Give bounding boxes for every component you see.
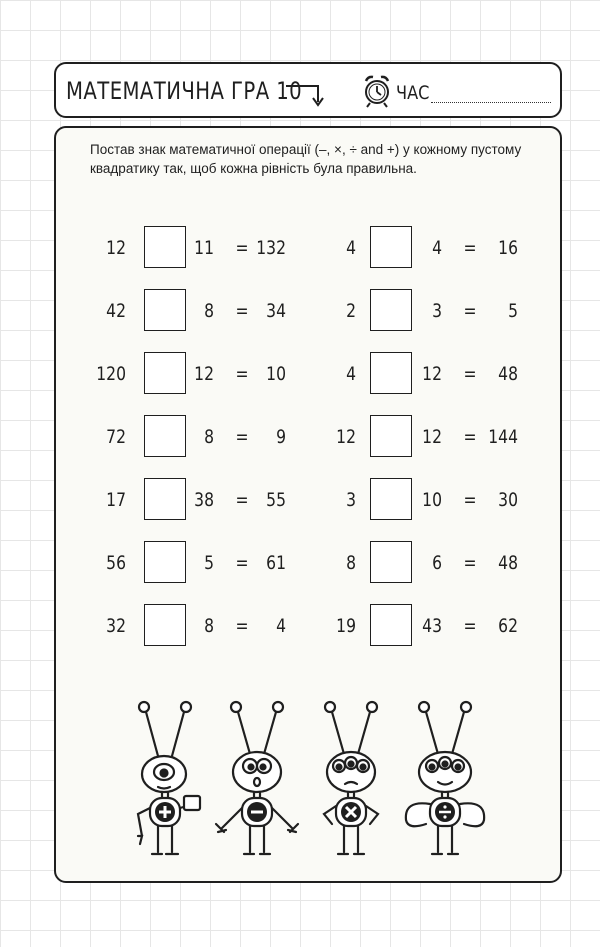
result-value: 48 <box>498 363 518 385</box>
operator-answer-box[interactable] <box>144 415 186 457</box>
equals-sign: = <box>463 615 477 637</box>
result-value: 62 <box>498 615 518 637</box>
operand-a: 3 <box>346 489 356 511</box>
operator-answer-box[interactable] <box>370 415 412 457</box>
operand-a: 17 <box>106 489 126 511</box>
equals-sign: = <box>235 489 249 511</box>
operator-answer-box[interactable] <box>144 289 186 331</box>
operator-answer-box[interactable] <box>370 541 412 583</box>
equals-sign: = <box>235 237 249 259</box>
equals-sign: = <box>235 615 249 637</box>
equals-sign: = <box>463 300 477 322</box>
equals-sign: = <box>235 363 249 385</box>
plus-character <box>128 696 210 866</box>
equals-sign: = <box>235 426 249 448</box>
puzzle-panel <box>54 126 562 883</box>
result-value: 30 <box>498 489 518 511</box>
operand-b: 12 <box>422 426 442 448</box>
result-value: 132 <box>256 237 286 259</box>
operator-answer-box[interactable] <box>144 478 186 520</box>
operand-b: 3 <box>432 300 442 322</box>
equals-sign: = <box>235 552 249 574</box>
equation-row <box>56 541 306 585</box>
operand-b: 4 <box>432 237 442 259</box>
operator-answer-box[interactable] <box>370 226 412 268</box>
operand-a: 42 <box>106 300 126 322</box>
operand-a: 4 <box>346 363 356 385</box>
result-value: 9 <box>276 426 286 448</box>
equals-sign: = <box>463 552 477 574</box>
equation-row <box>56 604 306 648</box>
equals-sign: = <box>463 489 477 511</box>
operand-b: 6 <box>432 552 442 574</box>
operand-a: 2 <box>346 300 356 322</box>
result-value: 55 <box>266 489 286 511</box>
equation-row <box>296 289 556 333</box>
multiply-character <box>312 696 392 866</box>
equation-row <box>296 478 556 522</box>
operand-a: 72 <box>106 426 126 448</box>
operator-answer-box[interactable] <box>144 541 186 583</box>
operand-b: 8 <box>204 426 214 448</box>
operand-b: 8 <box>204 615 214 637</box>
equals-sign: = <box>463 363 477 385</box>
operand-b: 38 <box>194 489 214 511</box>
operand-a: 8 <box>346 552 356 574</box>
result-value: 61 <box>266 552 286 574</box>
equals-sign: = <box>235 300 249 322</box>
time-label: ЧАС <box>396 82 430 104</box>
equation-row <box>56 415 306 459</box>
operand-b: 8 <box>204 300 214 322</box>
operand-b: 12 <box>422 363 442 385</box>
game-title: МАТЕМАТИЧНА ГРА 10 <box>66 77 303 105</box>
result-value: 16 <box>498 237 518 259</box>
equation-row <box>296 541 556 585</box>
equals-sign: = <box>463 426 477 448</box>
operand-a: 4 <box>346 237 356 259</box>
operator-answer-box[interactable] <box>144 352 186 394</box>
result-value: 5 <box>508 300 518 322</box>
equation-row <box>56 352 306 396</box>
time-input-line[interactable] <box>431 102 551 103</box>
operand-a: 32 <box>106 615 126 637</box>
minus-character <box>208 696 308 866</box>
operand-a: 120 <box>96 363 126 385</box>
equation-row <box>296 352 556 396</box>
operator-answer-box[interactable] <box>370 478 412 520</box>
equation-row <box>296 604 556 648</box>
equation-row <box>56 289 306 333</box>
divide-character <box>396 696 496 866</box>
game-header <box>54 62 562 118</box>
operand-b: 11 <box>194 237 214 259</box>
operand-b: 12 <box>194 363 214 385</box>
operand-b: 5 <box>204 552 214 574</box>
operand-a: 19 <box>336 615 356 637</box>
result-value: 34 <box>266 300 286 322</box>
operand-b: 10 <box>422 489 442 511</box>
operand-a: 56 <box>106 552 126 574</box>
equation-row <box>56 226 306 270</box>
operator-answer-box[interactable] <box>370 352 412 394</box>
operator-answer-box[interactable] <box>370 289 412 331</box>
operator-answer-box[interactable] <box>144 604 186 646</box>
operator-answer-box[interactable] <box>144 226 186 268</box>
equation-row <box>56 478 306 522</box>
result-value: 48 <box>498 552 518 574</box>
operand-a: 12 <box>336 426 356 448</box>
equation-row <box>296 415 556 459</box>
equation-row <box>296 226 556 270</box>
result-value: 10 <box>266 363 286 385</box>
equals-sign: = <box>463 237 477 259</box>
instructions-text: Постав знак математичної операції (–, ×, ÷ and +) у кожному пустому квадратику так, щоб кожна рівність була правильна. <box>90 142 522 176</box>
arrow-down-icon <box>284 78 326 108</box>
result-value: 144 <box>488 426 518 448</box>
alarm-clock-icon <box>361 72 393 108</box>
operand-b: 43 <box>422 615 442 637</box>
operand-a: 12 <box>106 237 126 259</box>
result-value: 4 <box>276 615 286 637</box>
operator-answer-box[interactable] <box>370 604 412 646</box>
